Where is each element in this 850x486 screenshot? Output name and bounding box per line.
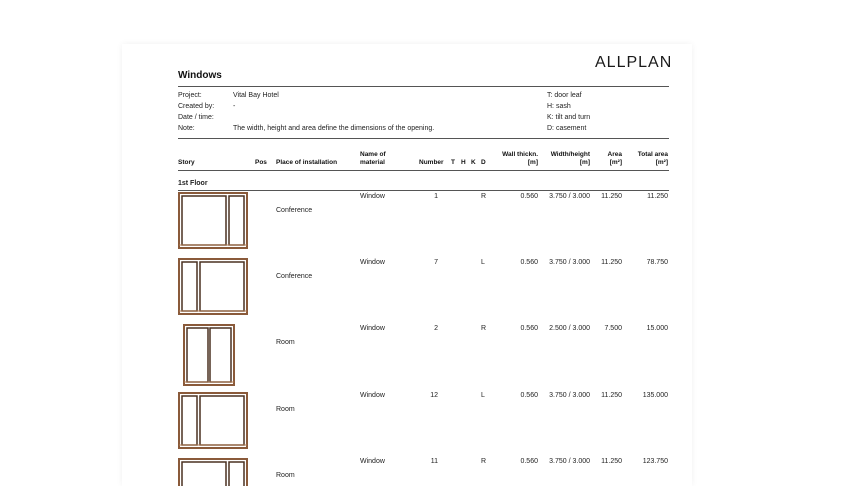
header-line: Wall thickn. xyxy=(502,151,538,158)
window-elevation-icon xyxy=(178,192,248,249)
row-number: 1 xyxy=(434,193,438,200)
row-direction: R xyxy=(481,193,487,200)
row-number: 12 xyxy=(430,392,438,399)
row-number: 11 xyxy=(430,458,438,465)
header-width-height xyxy=(540,151,590,167)
window-elevation-icon xyxy=(178,458,248,486)
floor-rule xyxy=(178,190,669,191)
header-pos: Pos xyxy=(255,159,267,166)
window-thumbnail xyxy=(178,192,248,249)
header-total-area xyxy=(624,151,668,167)
opening-type-legend xyxy=(547,92,590,136)
row-place: Conference xyxy=(276,207,313,214)
row-total-area: 15.000 xyxy=(646,325,668,332)
project-meta xyxy=(178,92,669,136)
row-area: 11.250 xyxy=(601,458,622,465)
meta-value: The width, height and area define the dimensions of the opening. xyxy=(233,125,435,132)
meta-value: - xyxy=(233,103,236,110)
legend-item: H: sash xyxy=(547,103,571,110)
header-line: Area xyxy=(607,151,622,158)
row-area: 11.250 xyxy=(601,193,622,200)
row-material: Window xyxy=(360,193,385,200)
row-place: Conference xyxy=(276,273,313,280)
row-total-area: 11.250 xyxy=(647,193,668,200)
meta-row-date xyxy=(178,114,669,125)
row-material: Window xyxy=(360,392,385,399)
row-width-height: 3.750 / 3.000 xyxy=(549,193,590,200)
row-total-area: 135.000 xyxy=(642,392,668,399)
row-number: 2 xyxy=(434,325,438,332)
legend-item: D: casement xyxy=(547,125,587,132)
row-place: Room xyxy=(276,472,295,479)
legend-item: T: door leaf xyxy=(547,92,582,99)
row-direction: R xyxy=(481,325,487,332)
row-direction: R xyxy=(481,458,487,465)
floor-heading: 1st Floor xyxy=(178,180,208,187)
header-story: Story xyxy=(178,159,195,166)
row-wall-thickness: 0.560 xyxy=(520,259,538,266)
row-material: Window xyxy=(360,259,385,266)
row-direction: L xyxy=(481,392,485,399)
row-direction: L xyxy=(481,259,485,266)
meta-value: Vital Bay Hotel xyxy=(233,92,279,99)
header-line: [m²] xyxy=(655,159,668,166)
header-line: material xyxy=(360,159,385,166)
window-elevation-icon xyxy=(183,324,235,386)
header-k: K xyxy=(471,159,476,166)
meta-label: Created by: xyxy=(178,103,215,110)
meta-label: Date / time: xyxy=(178,114,214,121)
header-place: Place of installation xyxy=(276,159,338,166)
row-width-height: 2.500 / 3.000 xyxy=(549,325,590,332)
legend-item: K: tilt and turn xyxy=(547,114,591,121)
window-thumbnail xyxy=(178,392,248,449)
header-t: T xyxy=(451,159,455,166)
meta-rule xyxy=(178,138,669,139)
document-title: Windows xyxy=(178,70,222,81)
window-thumbnail xyxy=(178,258,248,315)
row-area: 11.250 xyxy=(601,392,622,399)
header-wall-thickness xyxy=(488,151,538,167)
window-elevation-icon xyxy=(178,258,248,315)
header-line: [m²] xyxy=(609,159,622,166)
window-thumbnail xyxy=(178,458,248,486)
row-place: Room xyxy=(276,406,295,413)
header-rule xyxy=(178,170,669,171)
meta-label: Project: xyxy=(178,92,202,99)
header-line: Total area xyxy=(637,151,668,158)
row-area: 11.250 xyxy=(601,259,622,266)
row-width-height: 3.750 / 3.000 xyxy=(549,259,590,266)
window-thumbnail xyxy=(183,324,235,386)
header-line: [m] xyxy=(527,159,538,166)
schedule-page xyxy=(122,44,692,486)
header-number: Number xyxy=(419,159,444,166)
row-width-height: 3.750 / 3.000 xyxy=(549,392,590,399)
row-wall-thickness: 0.560 xyxy=(520,392,538,399)
row-wall-thickness: 0.560 xyxy=(520,325,538,332)
header-line: Name of xyxy=(360,151,386,158)
header-line: Width/height xyxy=(550,151,590,158)
row-total-area: 78.750 xyxy=(646,259,668,266)
allplan-logo: ALLPLAN xyxy=(595,54,673,71)
header-d: D xyxy=(481,159,486,166)
header-line: [m] xyxy=(579,159,590,166)
meta-row-project xyxy=(178,92,669,103)
row-place: Room xyxy=(276,339,295,346)
row-width-height: 3.750 / 3.000 xyxy=(549,458,590,465)
window-elevation-icon xyxy=(178,392,248,449)
header-area xyxy=(592,151,622,167)
header-h: H xyxy=(461,159,466,166)
row-wall-thickness: 0.560 xyxy=(520,193,538,200)
header-name-of-material xyxy=(360,151,386,167)
meta-label: Note: xyxy=(178,125,195,132)
title-rule xyxy=(178,86,669,87)
meta-row-created xyxy=(178,103,669,114)
row-material: Window xyxy=(360,325,385,332)
row-number: 7 xyxy=(434,259,438,266)
row-area: 7.500 xyxy=(604,325,622,332)
row-material: Window xyxy=(360,458,385,465)
row-total-area: 123.750 xyxy=(642,458,668,465)
meta-row-note xyxy=(178,125,669,136)
row-wall-thickness: 0.560 xyxy=(520,458,538,465)
